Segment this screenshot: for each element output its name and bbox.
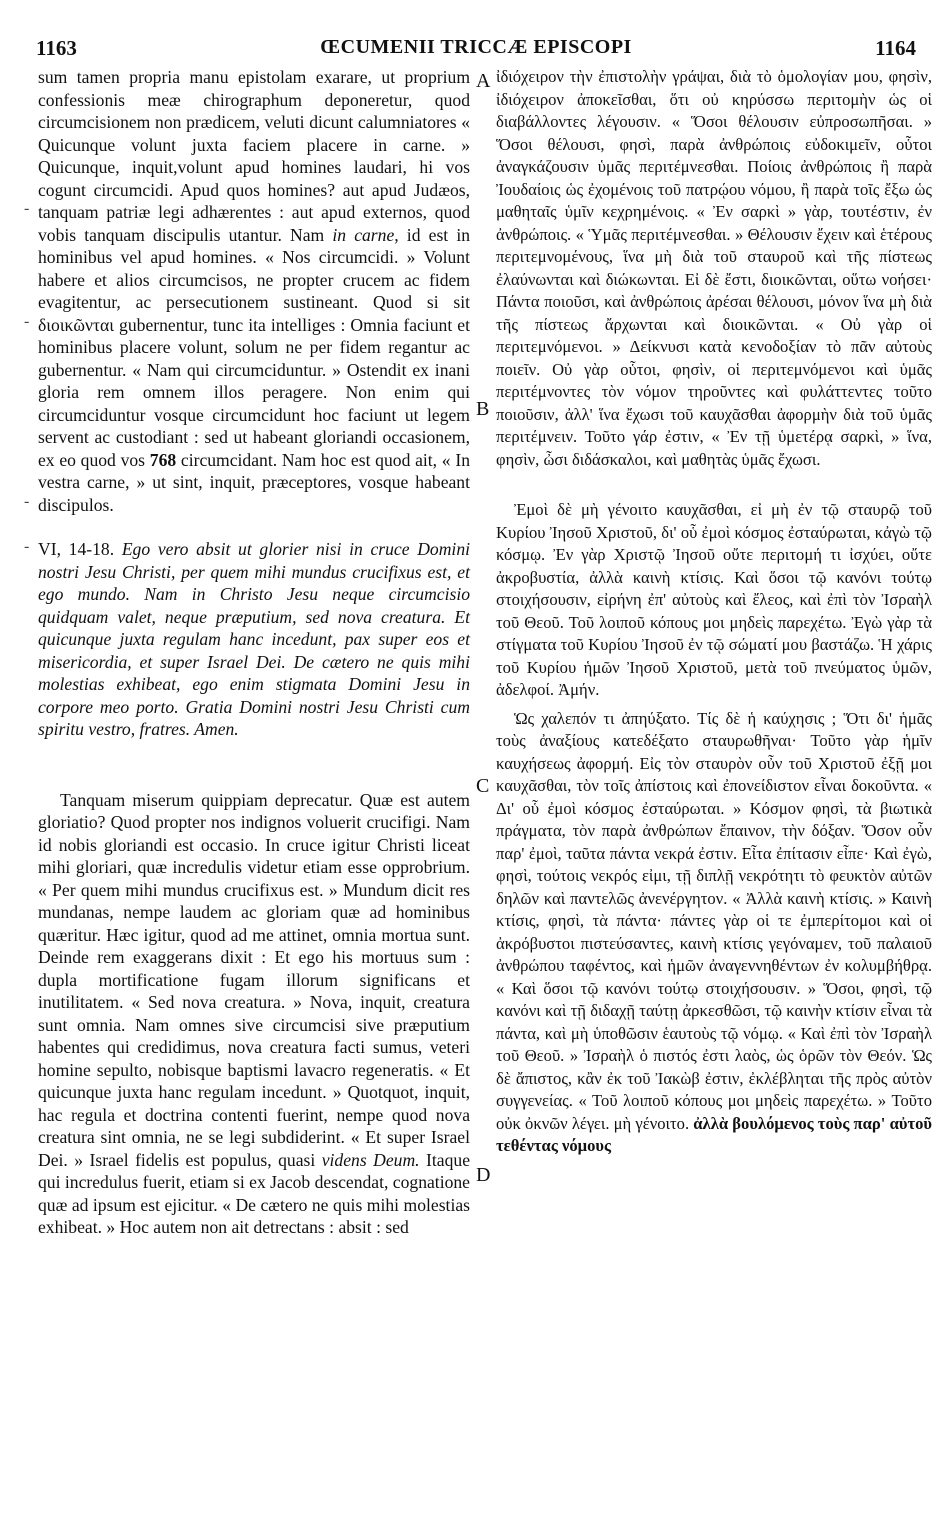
greek-p3-text: Ὡς χαλεπόν τι ἀπηύξατο. Τίς δὲ ἡ καύχησις ; Ὅτι δι' ἡμᾶς τοὺς ἀναξίους κατεδέξατο σταυρωθῆναι· Τοῦτο γὰρ ἡμῖν καυχήσεως ἀφορμή. Εἰς τὸν σταυρὸν οὖν τοῦ Χριστοῦ ἐξῇ μοι καυχᾶσθαι, τὸν τοῖς ἀπίστοις καὶ ἐπονείδιστον εἶναι δοκοῦντα. « Δι' οὗ ἐμοὶ κόσμος ἐσταύρωται. » Κόσμον φησὶ, τὰ βιωτικὰ πράγματα, τὸν παρὰ ἀνθρώπων ἔπαινον, τὴν δόξαν. Ὅσον οὖν παρ' ἐμοὶ, ταῦτα πάντα νεκρά ἐστιν. Εἶτα ἐπίτασιν εἶπε· Καὶ ἐγὼ, φησὶ, τούτοις νεκρός εἰμι, τῇ διπλῇ νεκρότητι τὸ φευκτὸν αὐτῶν δηλῶν καὶ παντελῶς ἀνενέργητον. « Ἀλλὰ καινὴ κτίσις. » Καινὴ κτίσις, φησὶ, τὰ πάντα· πάντες γὰρ οἱ τε ἐμπερίτομοι καὶ οἱ ἀκρόβυστοι πιστεύσαντες, καινὴ κτίσις γεγόναμεν, τοῦ παλαιοῦ ἀνθρώπου ταφέντος, καὶ ἡμῶν ἀναγεννηθέντων ἐν κολυμβήθρᾳ. « Καὶ ὅσοι τῷ κανόνι τούτῳ στοιχήσουσιν. » Ὅσοι, φησὶ, τῷ κανόνι καὶ τῇ διδαχῇ ταύτῃ ἀρκεσθῶσι, τῷ καινὴν κτίσιν εἶναι τὰ πάντα, καὶ μὴ ὑποθῶσιν ἑαυτοὺς τῷ νόμῳ. « Καὶ ἐπὶ τὸν Ἰσραὴλ τοῦ Θεοῦ. » Ἰσραὴλ ὁ πιστός ἐστι λαὸς, ὡς ὁρῶν τὸν Θεόν. Ὡς δὲ ἄπιστος, κἂν ἐκ τοῦ Ἰακὼβ ἐστιν, ἐκλέβληται τῆς πρὸς αὐτὸν συγγενείας. « Τοῦ λοιποῦ κόπους μοι μηδεὶς παρεχέτω. » Τοῦτο οὐκ ὀκνῶν λέγει. μὴ γένοιτο. (496, 708, 932, 1133)
latin-p1-italic: in carne, (332, 224, 399, 245)
margin-dash: - (24, 313, 30, 330)
margin-dash: - (24, 538, 30, 555)
latin-column (38, 66, 470, 1239)
latin-p3-text-a: Tanquam miserum quippiam deprecatur. Quæ est autem gloriatio? Quod propter nos indignos voluerit crucifigi. Nam id nobis gloriandi est occasio. In cruce igitur Christi liceat mihi gloriari, quæ incredulis videtur etiam esse opprobrium. « Per quem mihi mundus crucifixus est. » Mundum dicit res mundanas, nempe laudem ac gloriam quæ ad hominibus quæritur. Hæc igitur, quod ad me attinet, omnia mortua sunt. Deinde rem exaggerans dixit : Et ego his mortuus sum : dupla mortificatione fugam illorum significans et inutilitatem. « Sed nova creatura. » Nova, inquit, creatura sunt omnia. Nam omnes sive circumcisi sive præputium habentes qui credidimus, nova creatura facti sumus, veteri homine sepulto, nobisque baptismi lavacro regeneratis. « Et quicunque juxta hanc regulam incedunt. » Quotquot, inquit, hac regula et doctrina contenti fuerint, nempe quod nova creatura sint omnia, ne se legi subdiderint. « Et super Israel Dei. » Israel fidelis est populus, quasi (38, 789, 470, 1170)
margin-letter-a: A (476, 70, 491, 92)
scripture-reference: VI, 14-18. (38, 539, 115, 559)
latin-commentary-paragraph (38, 789, 470, 1239)
column-number-marker: 768 (149, 449, 177, 470)
page-number-right: 1164 (875, 36, 916, 60)
margin-letter-b: B (476, 398, 490, 420)
scripture-text: Ego vero absit ut glorier nisi in cruce Domini nostri Jesu Christi, per quem mihi mundus crucifixus est, et ego mundo. Nam in Christo Jesu neque circumcisio quidquam valet, neque præputium, sed nova creatura. Et quicunque juxta regulam hanc incedunt, pax super eos et misericordia, et super Israel Dei. De cætero ne quis mihi molestias exhibeat, ego enim stigmata Domini Jesu in corpore meo porto. Gratia Domini nostri Jesu Christi cum spiritu vestro, fratres. Amen. (38, 539, 471, 739)
greek-paragraph-1: ἰδιόχειρον τὴν ἐπιστολὴν γράψαι, διὰ τὸ ὁμολογίαν μου, φησὶν, ἰδιόχειρον ἀποκεῖσθαι, ὅτι οὐ κηρύσσω περιτομὴν ὡς οἱ διαβάλλοντες λέγουσιν. « Ὅσοι θέλουσιν εὐπροσωπῆσαι. » Ὅσοι θέλουσι, φησὶ, παρὰ ἀνθρώποις εὐδοκιμεῖν, οὗτοι ἀναγκάζουσιν ὑμᾶς περιτέμνεσθαι. Ποίοις ἀνθρώποις ἢ παρὰ Ἰουδαίοις ὡς ἐχομένοις τοῦ πατρῴου νόμου, ἢ παρὰ τοῖς ἔξω ὡς μαθηταῖς ὑμῖν κεχρημένοις. « Ἐν σαρκὶ » γὰρ, τουτέστιν, ἐν ἀνθρώποις. « Ὑμᾶς περιτέμνεσθαι. » Θέλουσιν ἔχειν καὶ ἑτέρους περιτεμνομένους, ἵνα μὴ διὰ τοῦ σταυροῦ καὶ τῆς πίστεως ἐλαύνωνται καὶ διώκωνται. Εἰ δὲ ἔστι, διοικῶνται, οὕτω νοήσει· Πάντα ποιοῦσι, καὶ ἀνθρώποις ἀρέσαι θέλουσι, μόνον ἵνα μὴ διὰ τῆς πίστεως ἄρχωνται καὶ διοικῶνται. « Οὐ γὰρ οἱ περιτεμνόμενοι. » Δείκνυσι κατὰ κενοδοξίαν τὸ πᾶν αὐτοὺς ποιεῖν. Οὐ γὰρ οὗτοι, φησὶν, οἱ περιτεμνόμενοι καὶ ὑμᾶς περιτέμνοντες τὸν νόμον τηροῦντες καὶ φυλάττεντες τοῦτο ποιοῦσιν, ἀλλ' ἵνα ἔχωσι τοῦ καυχᾶσθαι ἀφορμὴν διὰ τοῦ ὑμᾶς περιτέμνειν. Τοῦτο γάρ ἐστιν, « Ἐν τῇ ὑμετέρᾳ σαρκὶ, » ἵνα, φησὶν, ὦσι διδάσκαλοι, καὶ μαθητὰς ὑμᾶς ἔχωσι. (496, 67, 932, 469)
latin-p3-italic: videns Deum. (321, 1149, 420, 1170)
greek-column (496, 66, 932, 1158)
margin-letter-c: C (476, 775, 490, 797)
latin-scripture-passage (38, 538, 470, 741)
greek-p3-bold-text: ἀλλὰ βουλόμενος τοὺς παρ' αὐτοῦ τεθέντας νόμους (496, 1113, 933, 1155)
spacer (496, 471, 932, 499)
latin-p3-text-b: Itaque qui incredulus fuerit, etiam si ex Jacob descendat, cognatione quæ ad ipsum est ejicitur. « De cætero ne quis mihi molestias exhibeat. » Hoc autem non ait detrectans : absit : sed (38, 1149, 471, 1237)
page-number-left: 1163 (36, 36, 77, 60)
running-title: ŒCUMENII TRICCÆ EPISCOPI (320, 36, 632, 58)
latin-p1-text-b: id est in hominibus vel apud homines. « Nos circumcidi. » Volunt habere et alios circumcisos, ne propter crucem ac fidem evagitentur, ac persecutionem sustineant. Quod si sit διοικῶνται gubernentur, tunc ita intelliges : Omnia faciunt et hominibus placere volunt, solum ne per fidem regantur ac gubernentur. « Nam qui circumciduntur. » Ostendit ex inani gloria rem omnem illos peragere. Non enim qui circumciduntur vosque circumcidunt hoc faciunt ut legem servent ac custodiant : sed ut habeant gloriandi occasionem, ex eo quod vos (38, 224, 471, 470)
spacer (38, 741, 470, 789)
latin-paragraph-1 (38, 66, 470, 516)
margin-dash: - (24, 493, 30, 510)
margin-letter-d: D (476, 1164, 491, 1186)
running-header (36, 36, 916, 64)
latin-p1-text-c: circumcidant. Nam hoc est quod ait, « In vestra carne, » ut sint, inquit, præceptores, vosque habeant discipulos. (38, 449, 470, 515)
latin-p1-text-a: sum tamen propria manu epistolam exarare, ut proprium confessionis meæ chirographum deponeretur, quod circumcisionem non prædicem, veluti dicunt calumniatores « Quicunque volunt juxta faciem placere in carne. » Quicunque, inquit,volunt apud homines laudari, hi vos cogunt circumcidi. Apud quos homines? aut apud Judæos, tanquam patriæ legi adhærentes : aut apud externos, quod vobis tanquam discipulis utantur. Nam (38, 67, 470, 245)
margin-dash: - (24, 200, 30, 217)
greek-scripture-passage: Ἐμοὶ δὲ μὴ γένοιτο καυχᾶσθαι, εἰ μὴ ἐν τῷ σταυρῷ τοῦ Κυρίου Ἰησοῦ Χριστοῦ, δι' οὗ ἐμοὶ κόσμος ἐσταύρωται, κἀγὼ τῷ κόσμῳ. Ἐν γὰρ Χριστῷ Ἰησοῦ οὔτε περιτομή τι ἰσχύει, οὔτε ἀκροβυστία, ἀλλὰ καινὴ κτίσις. Καὶ ὅσοι τῷ κανόνι τούτῳ στοιχήσουσιν, εἰρήνη ἐπ' αὐτοὺς καὶ ἔλεος, καὶ ἐπὶ τὸν Ἰσραὴλ τοῦ Θεοῦ. Τοῦ λοιποῦ κόπους μοι μηδεὶς παρεχέτω. Ἐγὼ γὰρ τὰ στίγματα τοῦ Κυρίου Ἰησοῦ ἐν τῷ σώματί μου βαστάζω. Ἡ χάρις τοῦ Κυρίου ἡμῶν Ἰησοῦ Χριστοῦ, μετὰ τοῦ πνεύματος ὑμῶν, ἀδελφοί. Ἀμήν. (496, 500, 932, 699)
spacer (38, 516, 470, 538)
greek-commentary-paragraph (496, 708, 932, 1158)
